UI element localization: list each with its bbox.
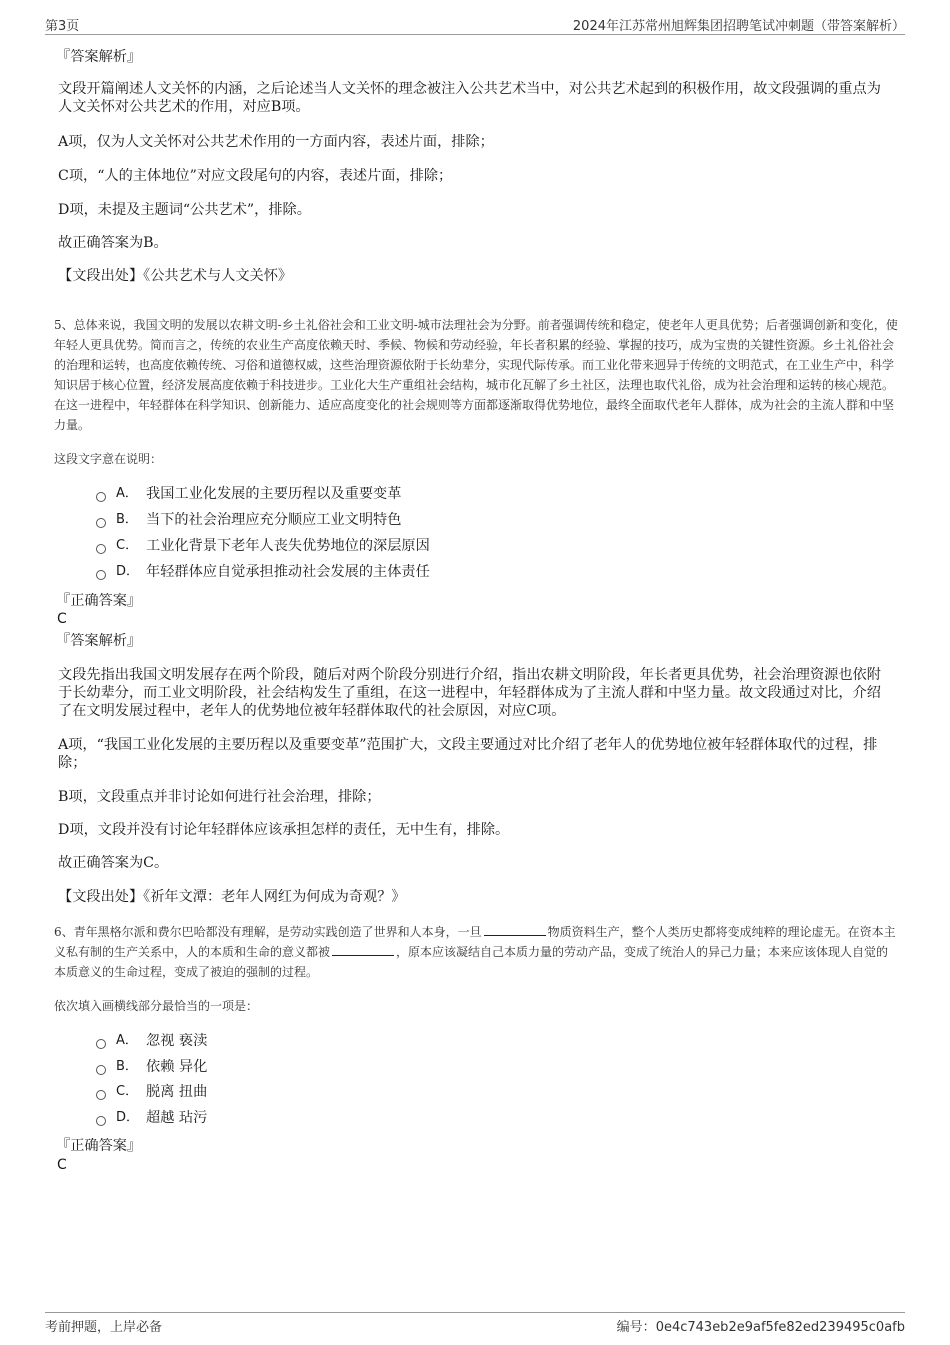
option-text: 工业化背景下老年人丧失优势地位的深层原因 xyxy=(146,538,430,554)
q5-source: 【文段出处】《祈年文潭：老年人网红为何成为奇观？》 xyxy=(58,889,406,905)
q5-analysis-label: 『答案解析』 xyxy=(56,633,142,649)
q5-stem: 5、总体来说，我国文明的发展以农耕文明-乡土礼俗社会和工业文明-城市法理社会为分野。前者强调传统和稳定，使老年人更具优势；后者强调创新和变化，使年轻人更具优势。简而言之，传统的农业生产高度依赖天时、季候、物候和劳动经验，年长者积累的经验、掌握的技巧，成为宝贵的关键性资源。乡土礼俗社会的治理和运转，也高度依赖传统、习俗和道德权威，这些治理资源依附于长幼辈分，实现代际传承。而工业化带来迥异于传统的文明范式，在工业生产中，科学知识居于核心位置，经济发展高度依赖于科技进步。工业化大生产重组社会结构，城市化瓦解了乡土社区，法理也取代礼俗，成为社会治理和运转的核心规范。在这一进程中，年轻群体在科学知识、创新能力、适应高度变化的社会规则等方面都逐渐取得优势地位，最终全面取代老年人群体，成为社会的主流人群和中坚力量。 xyxy=(54,318,898,432)
document-code-label: 编号： xyxy=(616,1320,656,1335)
option-text: 依赖 异化 xyxy=(146,1059,208,1075)
q4-analysis-body: 文段开篇阐述人文关怀的内涵，之后论述当人文关怀的理念被注入公共艺术当中，对公共艺术起到的积极作用，故文段强调的重点为人文关怀对公共艺术的作用，对应B项。 xyxy=(58,81,881,115)
q4-option-a-analysis: A项，仅为人文关怀对公共艺术作用的一方面内容，表述片面，排除； xyxy=(58,134,494,150)
radio-icon[interactable] xyxy=(96,1116,106,1126)
option-letter: B． xyxy=(116,1059,138,1074)
blank-2 xyxy=(332,943,394,956)
q4-source: 【文段出处】《公共艺术与人文关怀》 xyxy=(58,268,293,284)
radio-icon[interactable] xyxy=(96,1065,106,1075)
radio-icon[interactable] xyxy=(96,1039,106,1049)
q4-option-d-analysis: D项，未提及主题词“公共艺术”，排除。 xyxy=(58,202,311,218)
option-text: 当下的社会治理应充分顺应工业文明特色 xyxy=(146,512,402,528)
radio-icon[interactable] xyxy=(96,1090,106,1100)
option-letter: A． xyxy=(116,486,138,501)
q5-analysis-body: 文段先指出我国文明发展存在两个阶段，随后对两个阶段分别进行介绍，指出农耕文明阶段，年长者更具优势，社会治理资源也依附于长幼辈分，而工业文明阶段，社会结构发生了重组，在这一进程中，年轻群体成为了主流人群和中坚力量。故文段通过对比，介绍了在文明发展过程中，老年人的优势地位被年轻群体取代的社会原因，对应C项。 xyxy=(58,667,881,719)
q6-answer-label: 『正确答案』 xyxy=(56,1138,142,1154)
q5-option-a-analysis: A项，“我国工业化发展的主要历程以及重要变革”范围扩大，文段主要通过对比介绍了老年人的优势地位被年轻群体取代的过程，排除； xyxy=(58,737,878,771)
q5-answer: C xyxy=(57,611,67,627)
document-code-value: 0e4c743eb2e9af5fe82ed239495c0afb xyxy=(655,1320,905,1335)
document-code xyxy=(617,1316,905,1335)
radio-icon[interactable] xyxy=(96,544,106,554)
q6-stem-part1: 6、青年黑格尔派和费尔巴哈都没有理解，是劳动实践创造了世界和人本身，一旦 xyxy=(54,925,482,939)
blank-1 xyxy=(484,923,546,936)
radio-icon[interactable] xyxy=(96,570,106,580)
q5-option-c[interactable] xyxy=(96,536,430,556)
q6-answer: C xyxy=(57,1157,67,1173)
q4-conclusion: 故正确答案为B。 xyxy=(58,235,168,251)
document-title: 2024年江苏常州旭辉集团招聘笔试冲刺题（带答案解析） xyxy=(572,19,905,34)
q6-stem-part3: ，原本应该凝结自己本质力量的劳动产品，变成了统治人的异己力量；本来应该体现人自觉的本质意义的生命过程，变成了被迫的强制的过程。 xyxy=(54,945,889,979)
q6-option-b[interactable] xyxy=(96,1057,207,1077)
option-text: 年轻群体应自觉承担推动社会发展的主体责任 xyxy=(146,564,430,580)
q5-option-b[interactable] xyxy=(96,510,401,530)
q6-stem xyxy=(54,922,900,982)
option-letter: D． xyxy=(116,1110,140,1125)
q6-option-c[interactable] xyxy=(96,1082,207,1102)
option-letter: A． xyxy=(116,1033,138,1048)
option-text: 我国工业化发展的主要历程以及重要变革 xyxy=(146,486,402,502)
q4-option-c-analysis: C项，“人的主体地位”对应文段尾句的内容，表述片面，排除； xyxy=(58,168,453,184)
option-letter: B． xyxy=(116,512,138,527)
option-letter: D． xyxy=(116,564,140,579)
option-letter: C． xyxy=(116,538,139,553)
q5-prompt: 这段文字意在说明： xyxy=(54,452,163,466)
option-text: 超越 玷污 xyxy=(146,1110,208,1126)
option-letter: C． xyxy=(116,1084,139,1099)
page-footer xyxy=(45,1312,905,1335)
q5-option-a[interactable] xyxy=(96,484,401,504)
page-header xyxy=(45,14,905,35)
q6-option-d[interactable] xyxy=(96,1108,207,1128)
q5-option-b-analysis: B项，文段重点并非讨论如何进行社会治理，排除； xyxy=(58,789,381,805)
page-number: 第3页 xyxy=(45,19,80,34)
q5-option-d-analysis: D项，文段并没有讨论年轻群体应该承担怎样的责任，无中生有，排除。 xyxy=(58,822,510,838)
q4-analysis-label: 『答案解析』 xyxy=(56,49,142,65)
q5-conclusion: 故正确答案为C。 xyxy=(58,855,169,871)
footer-slogan: 考前押题，上岸必备 xyxy=(45,1320,163,1335)
option-text: 忽视 亵渎 xyxy=(146,1033,208,1049)
radio-icon[interactable] xyxy=(96,518,106,528)
q5-option-d[interactable] xyxy=(96,562,430,582)
q6-prompt: 依次填入画横线部分最恰当的一项是： xyxy=(54,999,259,1013)
q5-answer-label: 『正确答案』 xyxy=(56,593,142,609)
option-text: 脱离 扭曲 xyxy=(146,1084,208,1100)
radio-icon[interactable] xyxy=(96,492,106,502)
q6-stem-part2: 物质资料生产，整个人类历史都将变成纯粹的理论虚无。在资本主义私有制的生产关系中，人的本质和生命的意义都被 xyxy=(54,925,896,959)
q6-option-a[interactable] xyxy=(96,1031,207,1051)
